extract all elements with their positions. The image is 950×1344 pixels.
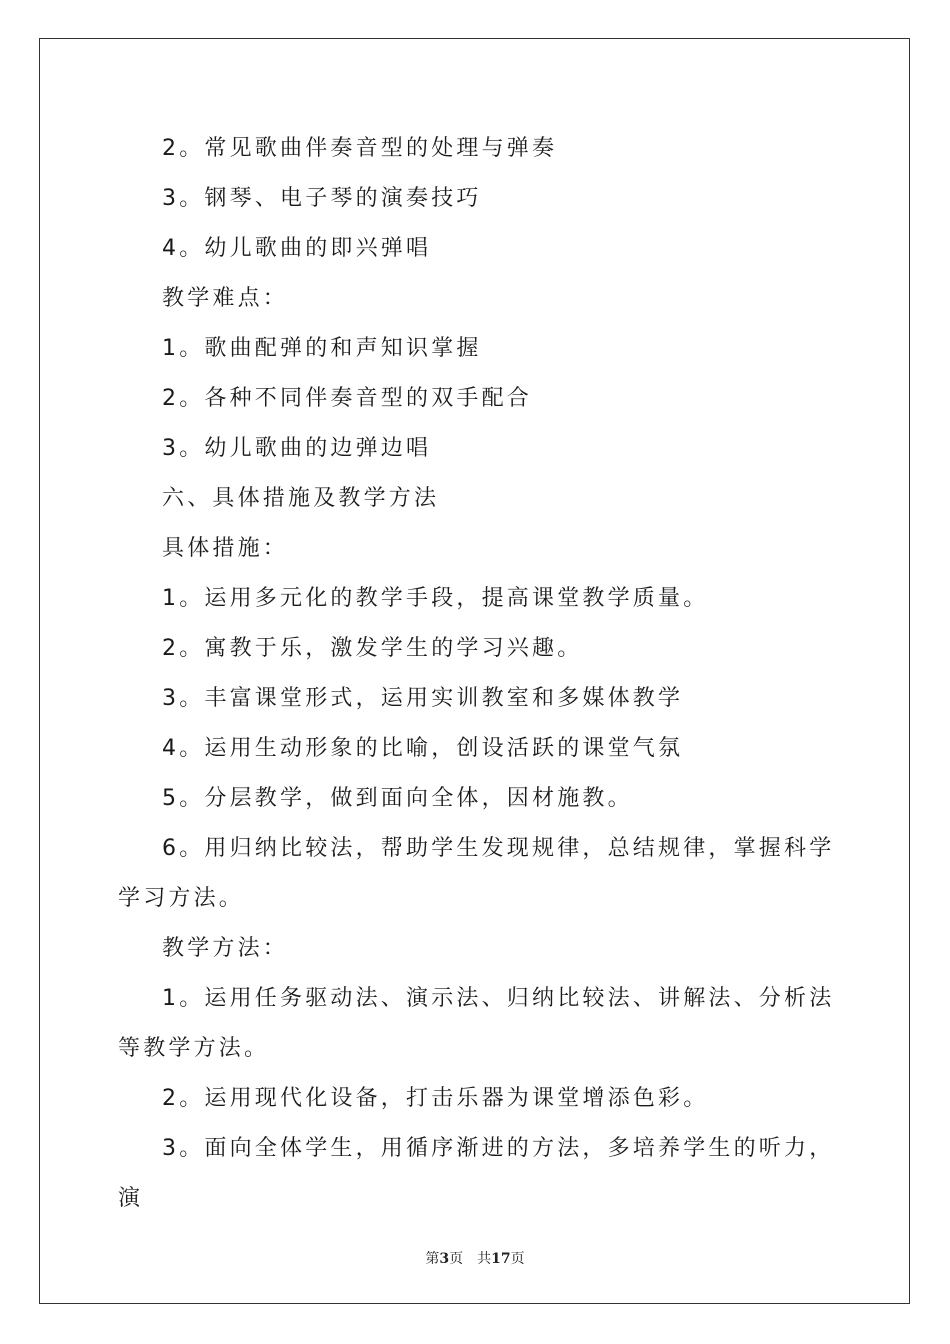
paragraph: 具体措施： xyxy=(162,536,289,561)
paragraph: 4。运用生动形象的比喻，创设活跃的课堂气氛 xyxy=(162,736,684,761)
paragraph: 2。各种不同伴奏音型的双手配合 xyxy=(162,386,532,411)
total-page-count: 17 xyxy=(491,1251,511,1267)
paragraph: 3。钢琴、电子琴的演奏技巧 xyxy=(162,186,482,211)
footer-mid: 页 共 xyxy=(449,1251,492,1267)
current-page-number: 3 xyxy=(439,1251,450,1267)
section-heading: 六、具体措施及教学方法 xyxy=(162,486,440,511)
paragraph: 2。运用现代化设备，打击乐器为课堂增添色彩。 xyxy=(162,1086,709,1111)
paragraph: 1。歌曲配弹的和声知识掌握 xyxy=(162,336,482,361)
paragraph: 1。运用多元化的教学手段，提高课堂教学质量。 xyxy=(162,586,709,611)
paragraph: 4。幼儿歌曲的即兴弹唱 xyxy=(162,236,432,261)
footer-suffix: 页 xyxy=(510,1251,525,1267)
page-footer xyxy=(0,1248,950,1268)
paragraph: 教学方法： xyxy=(162,936,289,961)
document-body xyxy=(118,124,838,1224)
paragraph: 2。常见歌曲伴奏音型的处理与弹奏 xyxy=(162,136,558,161)
footer-prefix: 第 xyxy=(425,1251,440,1267)
paragraph: 3。幼儿歌曲的边弹边唱 xyxy=(162,436,432,461)
paragraph: 6。用归纳比较法，帮助学生发现规律，总结规律，掌握科学学习方法。 xyxy=(118,836,835,911)
paragraph: 2。寓教于乐，激发学生的学习兴趣。 xyxy=(162,636,583,661)
paragraph: 3。丰富课堂形式，运用实训教室和多媒体教学 xyxy=(162,686,684,711)
paragraph: 教学难点： xyxy=(162,286,289,311)
paragraph: 1。运用任务驱动法、演示法、归纳比较法、讲解法、分析法等教学方法。 xyxy=(118,986,835,1061)
paragraph: 3。面向全体学生，用循序渐进的方法，多培养学生的听力，演 xyxy=(118,1136,835,1211)
paragraph: 5。分层教学，做到面向全体，因材施教。 xyxy=(162,786,633,811)
